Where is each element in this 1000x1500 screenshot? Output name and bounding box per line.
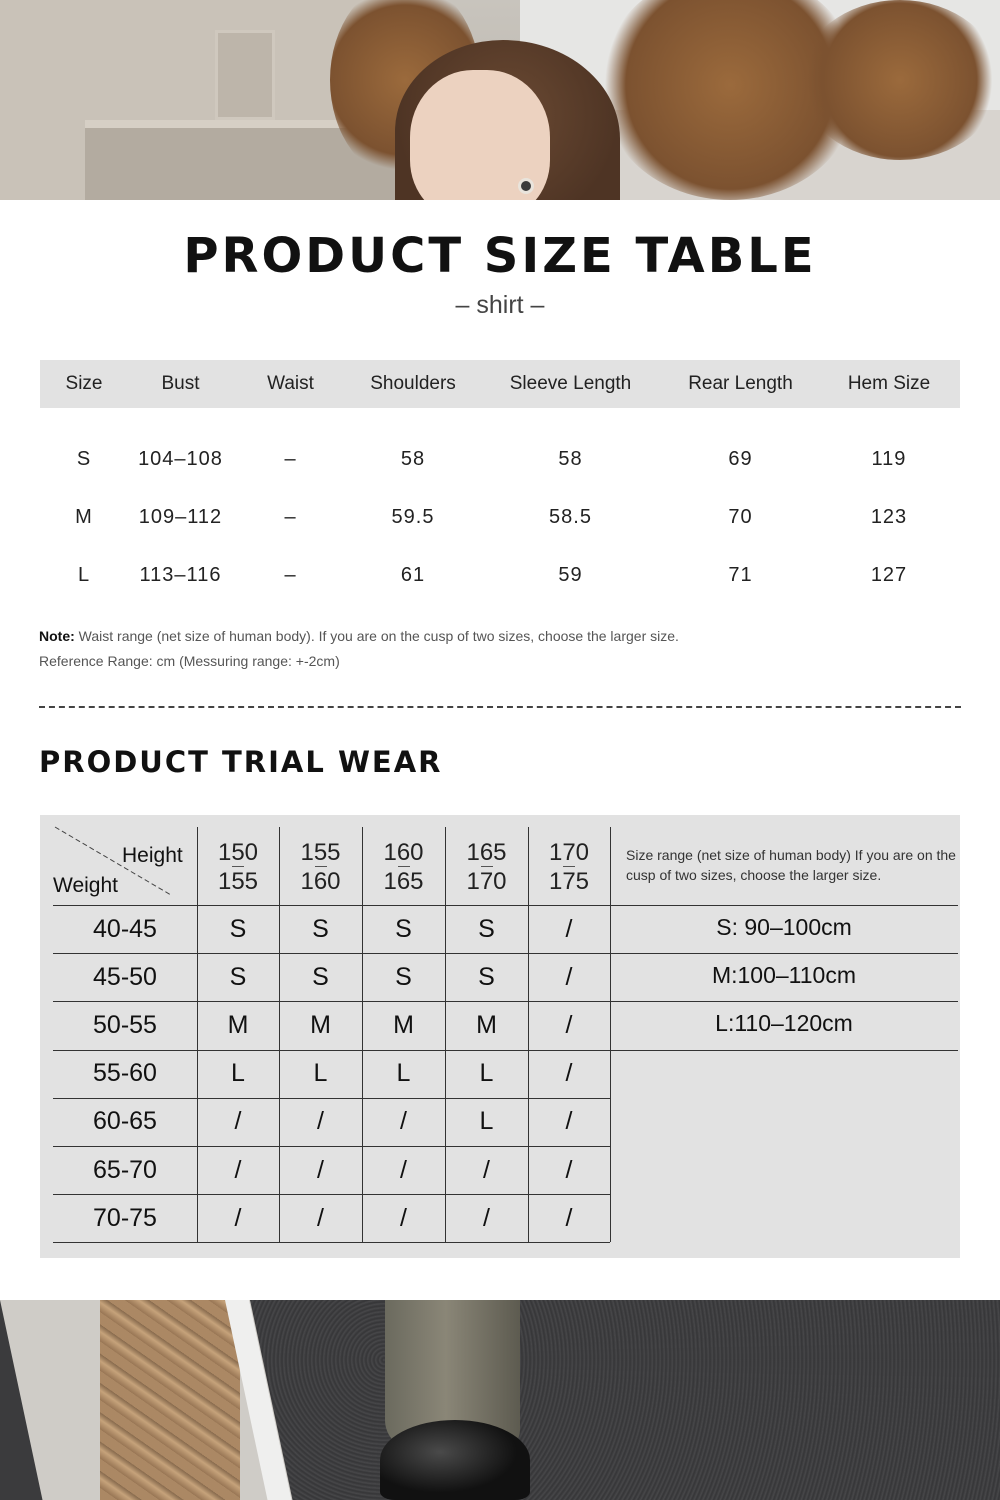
weight-label: 45-50 <box>93 962 157 991</box>
size-cell: S <box>395 962 412 991</box>
size-cell: / <box>565 1107 573 1136</box>
size-cell: / <box>317 1155 324 1184</box>
size-range-value: L:110–120cm <box>715 1010 853 1037</box>
size-cell: / <box>400 1155 407 1184</box>
size-note <box>39 624 679 674</box>
page-title: PRODUCT SIZE TABLE <box>183 228 817 284</box>
table-cell: – <box>284 563 297 586</box>
grid-line <box>53 1194 610 1195</box>
table-cell: 70 <box>728 505 753 528</box>
dashed-divider <box>39 706 961 708</box>
grid-line <box>445 827 446 1242</box>
grid-line <box>53 1242 610 1243</box>
note-label: Note: <box>39 628 75 644</box>
height-to: 175 <box>548 867 590 895</box>
trial-wear-table <box>40 815 960 1258</box>
table-cell: L <box>77 563 91 586</box>
table-cell: 123 <box>870 505 908 528</box>
grid-line <box>53 1050 958 1051</box>
size-cell: / <box>317 1203 324 1232</box>
size-cell: / <box>565 1203 573 1232</box>
photo-leaves <box>100 1300 240 1500</box>
size-cell: S <box>229 962 247 991</box>
size-cell: / <box>234 1107 242 1136</box>
size-cell: / <box>234 1203 242 1232</box>
table-cell: 58.5 <box>549 505 592 528</box>
size-table <box>40 360 960 604</box>
size-cell: / <box>565 1010 573 1039</box>
height-header <box>445 827 528 907</box>
size-cell: L <box>231 1059 245 1088</box>
grid-line <box>610 827 611 1242</box>
size-cell: S <box>478 914 495 943</box>
size-cell: / <box>483 1155 490 1184</box>
height-from: 165 <box>466 838 507 866</box>
table-cell: S <box>76 447 92 470</box>
weight-label: 70-75 <box>93 1203 157 1232</box>
header-cell: Hem Size <box>847 373 931 394</box>
weight-label: 65-70 <box>93 1155 157 1184</box>
height-from: 160 <box>383 838 424 866</box>
size-cell: M <box>476 1010 497 1039</box>
table-cell: 58 <box>400 447 426 470</box>
photo-pillar <box>215 30 275 120</box>
table-cell: 69 <box>728 447 753 470</box>
bottom-model-photo <box>0 1300 1000 1500</box>
grid-line <box>53 905 958 906</box>
height-to: 165 <box>383 867 424 895</box>
table-cell: 104–108 <box>138 447 223 470</box>
top-model-photo <box>0 0 1000 200</box>
size-cell: M <box>227 1010 249 1039</box>
grid-line <box>362 827 363 1242</box>
photo-road <box>230 1300 1000 1500</box>
size-cell: L <box>313 1059 328 1088</box>
height-to: 170 <box>466 867 507 895</box>
weight-label: 40-45 <box>93 914 157 943</box>
height-header <box>362 827 445 907</box>
size-cell: / <box>565 1155 573 1184</box>
table-cell: 59.5 <box>391 505 435 528</box>
height-from: 170 <box>548 838 590 866</box>
height-header <box>197 827 279 907</box>
size-cell: / <box>565 1059 573 1088</box>
height-header <box>279 827 362 907</box>
table-cell: 113–116 <box>139 563 222 586</box>
size-cell: S <box>395 914 412 943</box>
size-cell: S <box>312 914 329 943</box>
size-table-header <box>40 360 960 408</box>
table-row <box>40 546 960 604</box>
earring-icon <box>518 178 534 194</box>
size-cell: / <box>483 1203 490 1232</box>
table-cell: 59 <box>558 563 583 586</box>
grid-line <box>197 827 198 1242</box>
table-cell: 127 <box>870 563 908 586</box>
size-range-note: Size range (net size of human body) If you are on the cusp of two sizes, choose the larger size. <box>626 847 956 883</box>
weight-label: 55-60 <box>93 1059 157 1088</box>
table-cell: 61 <box>400 563 426 586</box>
table-cell: 119 <box>871 447 907 470</box>
header-cell: Bust <box>161 373 200 394</box>
grid-line <box>53 1146 610 1147</box>
corner-height-label: Height <box>122 844 183 867</box>
size-cell: M <box>393 1010 414 1039</box>
size-cell: S <box>478 962 495 991</box>
size-cell: S <box>229 914 247 943</box>
size-cell: L <box>479 1059 494 1088</box>
header-cell: Size <box>65 373 103 394</box>
table-cell: 109–112 <box>138 505 223 528</box>
size-cell: L <box>396 1059 411 1088</box>
note-line <box>39 624 679 649</box>
reference-range: Reference Range: cm (Messuring range: +-2cm) <box>39 653 340 669</box>
grid-line <box>53 1098 610 1099</box>
height-from: 150 <box>217 838 259 866</box>
size-cell: / <box>565 914 573 943</box>
trial-title: PRODUCT TRIAL WEAR <box>39 745 443 779</box>
weight-label: 60-65 <box>93 1107 157 1136</box>
grid-line <box>528 827 529 1242</box>
size-range-value: M:100–110cm <box>711 962 857 989</box>
weight-label: 50-55 <box>93 1010 157 1039</box>
size-cell: S <box>312 962 329 991</box>
size-range-value: S: 90–100cm <box>716 914 852 940</box>
size-cell: L <box>479 1107 494 1136</box>
page-subtitle: – shirt – <box>455 291 545 319</box>
grid-line <box>279 827 280 1242</box>
height-header <box>528 827 610 907</box>
size-table-body <box>40 430 960 604</box>
note-text: Waist range (net size of human body). If you are on the cusp of two sizes, choose the larger size. <box>74 628 679 644</box>
table-cell: 71 <box>728 563 753 586</box>
size-cell: M <box>310 1010 331 1039</box>
table-cell: – <box>284 505 297 528</box>
grid-line <box>53 1001 958 1002</box>
size-cell: / <box>317 1107 324 1136</box>
header-cell: Rear Length <box>688 373 793 394</box>
header-cell: Waist <box>267 373 314 394</box>
height-from: 155 <box>300 838 341 866</box>
corner-weight-label: Weight <box>53 874 118 897</box>
grid-line <box>53 953 958 954</box>
table-row <box>40 488 960 546</box>
table-row <box>40 430 960 488</box>
height-to: 160 <box>300 867 341 895</box>
model-shoe <box>380 1420 530 1500</box>
size-cell: / <box>234 1155 242 1184</box>
size-cell: / <box>400 1203 407 1232</box>
photo-tree <box>800 0 1000 160</box>
header-cell: Sleeve Length <box>509 373 632 394</box>
table-cell: M <box>75 505 93 528</box>
header-cell: Shoulders <box>370 373 456 394</box>
size-cell: / <box>565 962 573 991</box>
table-cell: 58 <box>558 447 583 470</box>
height-to: 155 <box>217 867 259 895</box>
table-cell: – <box>284 447 297 470</box>
size-cell: / <box>400 1107 407 1136</box>
